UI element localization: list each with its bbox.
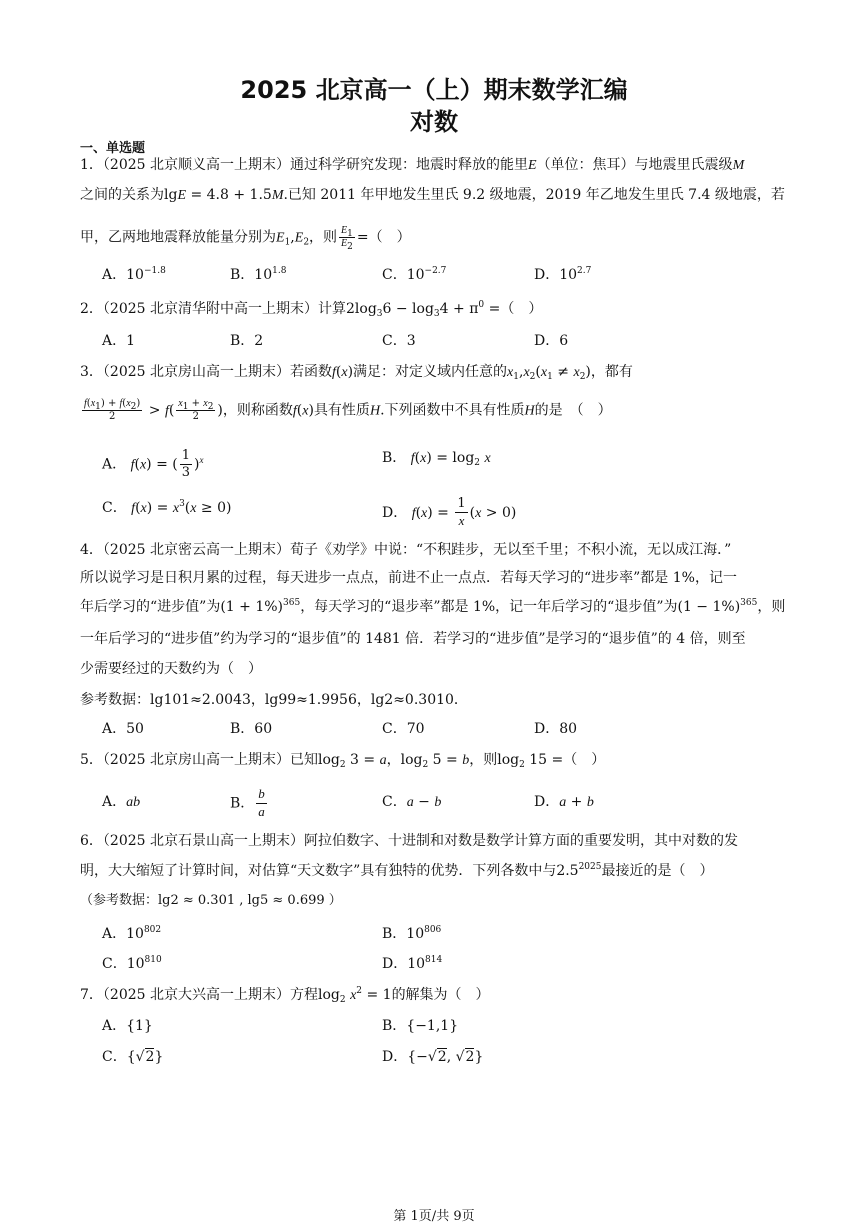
q5-line1: 5．（2025 北京房山高一上期末）已知$\log_2 3 = a$，$\log_2 5 = b$，则$\log_2 15$ =（ ） — [80, 752, 606, 770]
q1-line2: 之间的关系为lgE = 4.8 + 1.5M.已知 2011 年甲地发生里氏 9.2 级地震，2019 年乙地发生里氏 7.4 级地震，若 — [80, 187, 785, 203]
q2-option-a: A．1 — [102, 333, 136, 349]
page-subtitle: 对数 — [410, 108, 458, 136]
q3-option-d: D． f(x) = $\frac{1}{x}$ (x > 0) — [382, 496, 517, 528]
q6-reference-data: （参考数据：lg2 ≈ 0.301 , lg5 ≈ 0.699 ） — [80, 893, 342, 908]
q4-option-b: B．60 — [230, 721, 273, 737]
q3-option-c: C． $f(x) = x^3(x \ge 0)$ — [102, 499, 232, 516]
q1-option-b: B．$10^{1.8}$ — [230, 266, 287, 283]
q4-line5: 少需要经过的天数约为（ ） — [80, 661, 262, 677]
q2-option-b: B．2 — [230, 333, 264, 349]
q4-reference-data: 参考数据：lg101≈2.0043，lg99≈1.9956，lg2≈0.3010． — [80, 692, 468, 708]
page-number-footer: 第 1页/共 9页 — [393, 1209, 475, 1224]
q7-option-b: B．{−1,1} — [382, 1018, 459, 1034]
q4-option-a: A．50 — [102, 721, 144, 737]
q2-option-c: C．3 — [382, 333, 416, 349]
q4-line3: 年后学习的“进步值”为$(1 + 1\%)^{365}$，每天学习的“退步率”都是 1%，记一年后学习的“退步值”为$(1 - 1\%)^{365}$，则 — [80, 598, 786, 615]
q2-line1: 2．（2025 北京清华附中高一上期末）计算$2\log_36 - \log_34 + \pi^0$ =（ ） — [80, 300, 543, 319]
q4-option-c: C．70 — [382, 721, 425, 737]
q3-line2: $\frac{f(x_1) + f(x_2)}{2}$ > f( $\frac{x_1 + x_2}{2}$ )，则称函数f(x)具有性质H.下列函数中不具有性质H的是 （ ） — [84, 398, 612, 422]
q3-line1: 3．（2025 北京房山高一上期末）若函数f(x)满足：对定义域内任意的$x_1,x_2(x_1 \ne x_2)$，都有 — [80, 364, 633, 382]
q5-option-b: B． $\frac{b}{a}$ — [230, 786, 265, 819]
q6-line1: 6．（2025 北京石景山高一上期末）阿拉伯数字、十进制和对数是数学计算方面的重要发明，其中对数的发 — [80, 833, 738, 849]
q7-line1: 7．（2025 北京大兴高一上期末）方程$\log_2 x^2 = 1$的解集为（ ） — [80, 986, 490, 1005]
q5-option-d: D．a + b — [534, 794, 594, 810]
q1-option-c: C．$10^{-2.7}$ — [382, 266, 447, 283]
q5-option-a: A．ab — [102, 794, 141, 810]
q7-option-a: A．{1} — [102, 1018, 153, 1034]
q6-option-a: A．$10^{802}$ — [102, 925, 162, 942]
q5-option-c: C．a − b — [382, 794, 442, 810]
q7-option-d: D．{−√2, √2} — [382, 1049, 484, 1065]
q4-line1: 4．（2025 北京密云高一上期末）荀子《劝学》中说：“不积跬步，无以至千里；不积小流，无以成江海．” — [80, 542, 732, 558]
q1-line1: 1．（2025 北京顺义高一上期末）通过科学研究发现：地震时释放的能里E（单位：焦耳）与地震里氏震级M — [80, 157, 745, 173]
q6-option-c: C．$10^{810}$ — [102, 955, 162, 972]
q4-option-d: D．80 — [534, 721, 578, 737]
q1-line3: 甲，乙两地地震释放能量分别为$E_1,E_2$，则 $\frac{E_1}{E_2}$ =（ ） — [80, 225, 411, 252]
q2-option-d: D．6 — [534, 333, 569, 349]
q7-option-c: C．{√2} — [102, 1049, 164, 1065]
q4-line4: 一年后学习的“进步值”约为学习的“退步值”的 1481 倍．若学习的“进步值”是学习的“退步值”的 4 倍，则至 — [80, 631, 746, 647]
q3-option-a: A． f(x) = ( $\frac{1}{3}$ )$^x$ — [102, 448, 204, 480]
page-title: 2025 北京高一（上）期末数学汇编 — [240, 76, 628, 104]
q1-option-a: A．$10^{-1.8}$ — [102, 266, 166, 283]
q1-option-d: D．$10^{2.7}$ — [534, 266, 592, 283]
q4-line2: 所以说学习是日积月累的过程，每天进步一点点，前进不止一点点．若每天学习的“进步率”都是 1%，记一 — [80, 570, 737, 586]
q3-option-b: B． $f(x) = \log_2 x$ — [382, 450, 491, 468]
q6-option-b: B．$10^{806}$ — [382, 925, 442, 942]
section-heading: 一、单选题 — [80, 141, 146, 156]
q6-option-d: D．$10^{814}$ — [382, 955, 443, 972]
q6-line2: 明，大大缩短了计算时间，对估算“天文数字”具有独特的优势．下列各数中与$2.5^{2025}$最接近的是（ ） — [80, 862, 714, 879]
